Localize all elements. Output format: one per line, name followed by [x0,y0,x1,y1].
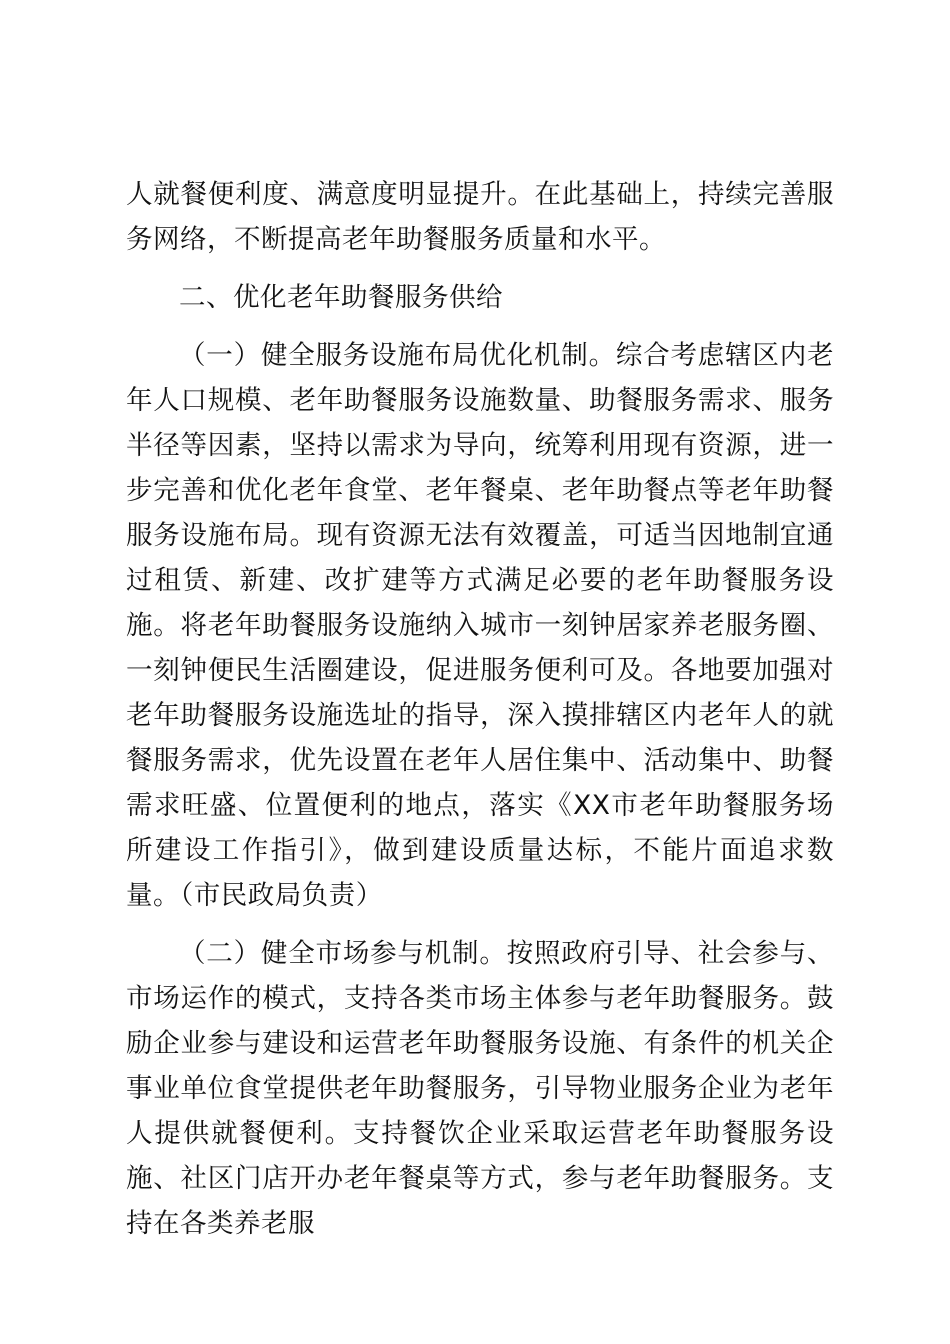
paragraph-market-participation: （二）健全市场参与机制。按照政府引导、社会参与、市场运作的模式，支持各类市场主体参与老年助餐服务。鼓励企业参与建设和运营老年助餐服务设施、有条件的机关企事业单位食堂提供老年助餐服务，引导物业服务企业为老年人提供就餐便利。支持餐饮企业采取运营老年助餐服务设施、社区门店开办老年餐桌等方式，参与老年助餐服务。支持在各类养老服 [126,938,834,1239]
section-heading: 二、优化老年助餐服务供给 [179,282,503,313]
document-body [126,172,834,1246]
paragraph-facility-layout: （一）健全服务设施布局优化机制。综合考虑辖区内老年人口规模、老年助餐服务设施数量、助餐服务需求、服务半径等因素，坚持以需求为导向，统筹利用现有资源，进一步完善和优化老年食堂、老年餐桌、老年助餐点等老年助餐服务设施布局。现有资源无法有效覆盖，可适当因地制宜通过租赁、新建、改扩建等方式满足必要的老年助餐服务设施。将老年助餐服务设施纳入城市一刻钟居家养老服务圈、一刻钟便民生活圈建设，促进服务便利可及。各地要加强对老年助餐服务设施选址的指导，深入摸排辖区内老年人的就餐服务需求，优先设置在老年人居住集中、活动集中、助餐需求旺盛、位置便利的地点，落实《XX市老年助餐服务场所建设工作指引》，做到建设质量达标，不能片面追求数量。（市民政局负责） [126,340,834,911]
continued-paragraph: 人就餐便利度、满意度明显提升。在此基础上，持续完善服务网络，不断提高老年助餐服务质量和水平。 [126,179,834,255]
